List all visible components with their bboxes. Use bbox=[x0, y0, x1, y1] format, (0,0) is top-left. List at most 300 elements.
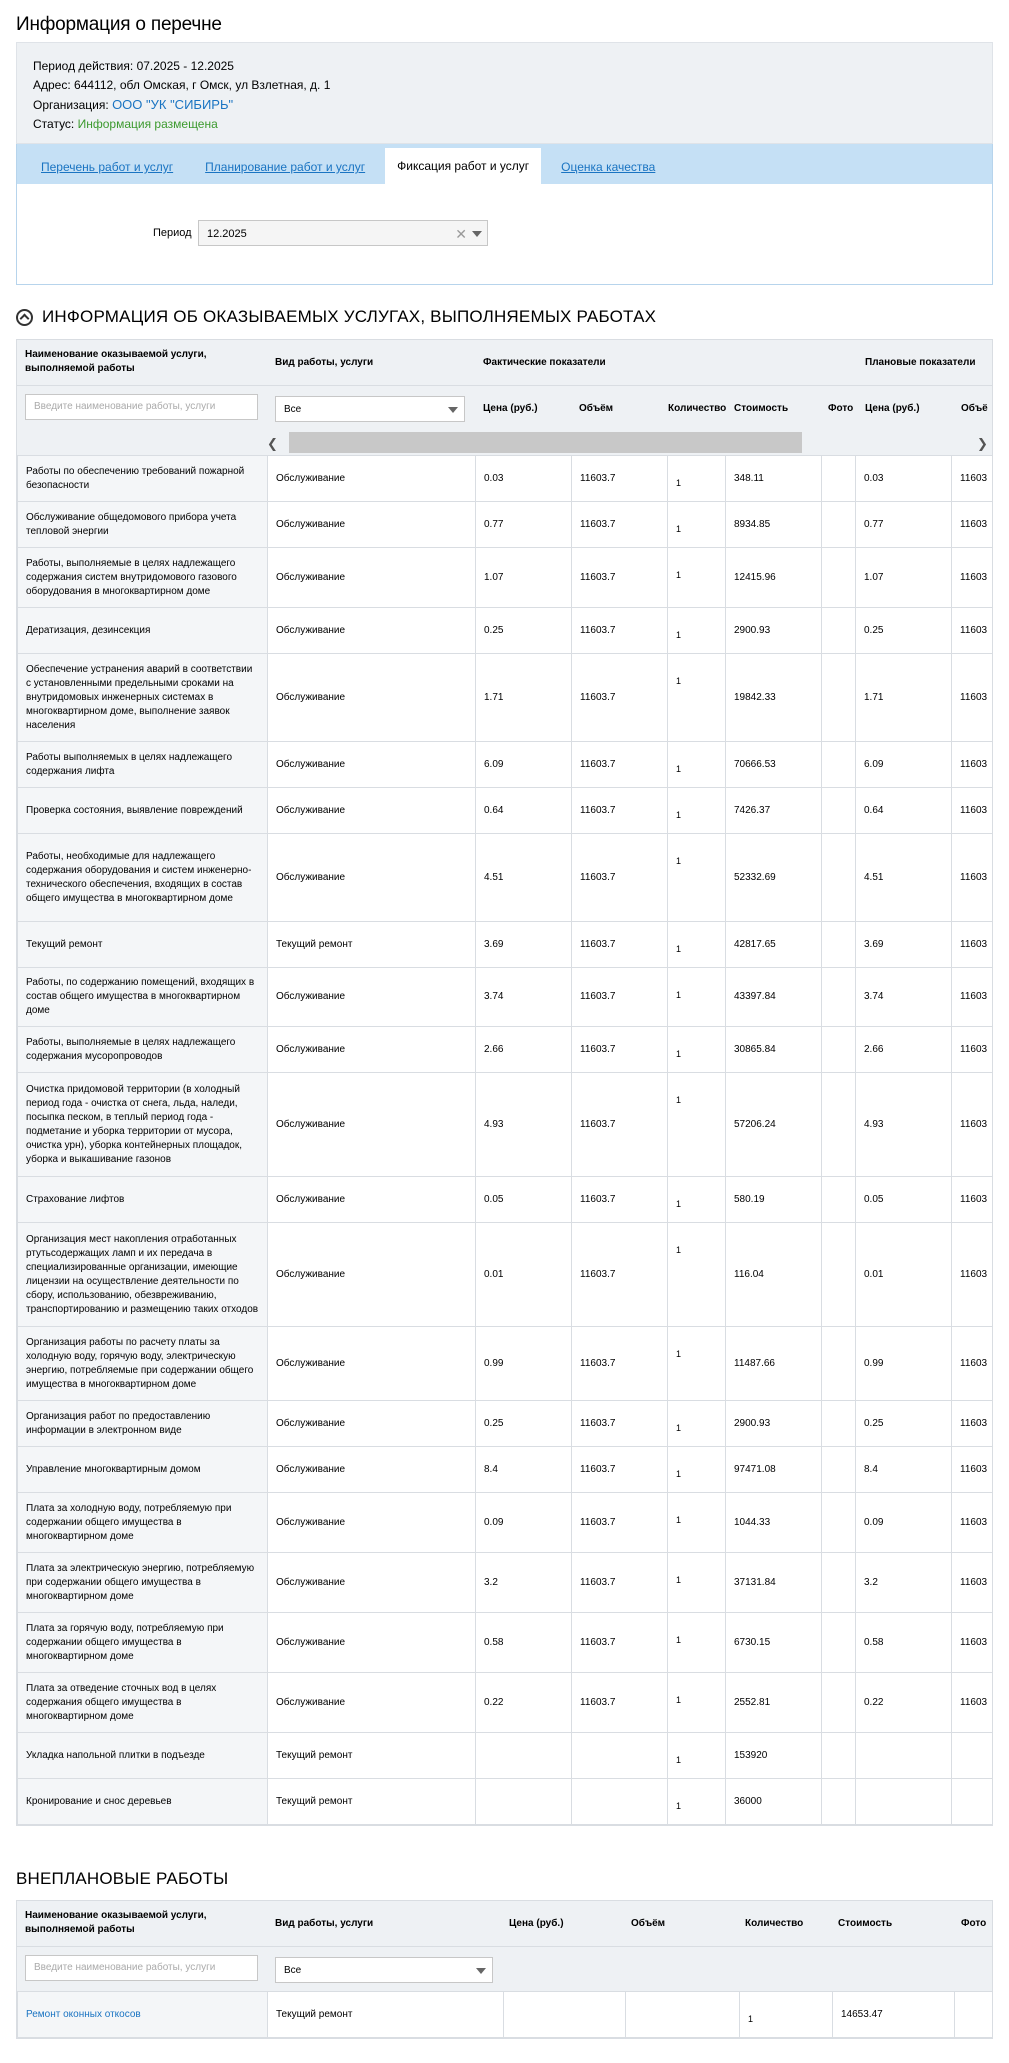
scroll-right-icon[interactable]: ❯ bbox=[977, 436, 988, 451]
table-row bbox=[18, 1073, 993, 1177]
chevron-down-icon bbox=[448, 407, 458, 413]
plan-price-cell: 0.64 bbox=[856, 788, 952, 834]
volume-cell: 11603.7 bbox=[572, 1401, 668, 1447]
unplanned-section-title: ВНЕПЛАНОВЫЕ РАБОТЫ bbox=[16, 1869, 229, 1888]
col-price-header: Цена (руб.) bbox=[509, 1918, 564, 1929]
work-type-cell: Обслуживание bbox=[268, 1673, 476, 1733]
service-name-cell: Кронирование и снос деревьев bbox=[18, 1779, 268, 1825]
quantity-cell: 1 bbox=[668, 1733, 726, 1779]
cost-cell: 2900.93 bbox=[726, 608, 822, 654]
collapse-icon[interactable] bbox=[16, 309, 33, 326]
section-title: ИНФОРМАЦИЯ ОБ ОКАЗЫВАЕМЫХ УСЛУГАХ, ВЫПОЛНЯЕМЫХ РАБОТАХ bbox=[42, 307, 657, 326]
unplanned-table-header bbox=[17, 1901, 992, 1947]
volume-cell: 11603.7 bbox=[572, 1493, 668, 1553]
org-label: Организация: bbox=[33, 98, 109, 112]
service-name-cell: Обеспечение устранения аварий в соответствии с установленными предельными сроками на внутридомовых инженерных системах в многоквартирном доме, выполнение заявок населения bbox=[18, 654, 268, 742]
quantity-cell: 1 bbox=[668, 1027, 726, 1073]
volume-cell: 11603.7 bbox=[572, 1027, 668, 1073]
plan-price-cell: 8.4 bbox=[856, 1447, 952, 1493]
service-name-cell: Работы выполняемых в целях надлежащего содержания лифта bbox=[18, 742, 268, 788]
volume-cell: 11603.7 bbox=[572, 1327, 668, 1401]
price-cell: 0.22 bbox=[476, 1673, 572, 1733]
period-select-value: 12.2025 bbox=[207, 228, 247, 240]
work-type-cell: Текущий ремонт bbox=[268, 1992, 504, 2038]
plan-volume-cell bbox=[952, 1779, 993, 1825]
status-value: Информация размещена bbox=[77, 117, 218, 131]
volume-cell bbox=[626, 1992, 740, 2038]
cost-cell: 70666.53 bbox=[726, 742, 822, 788]
cost-cell: 30865.84 bbox=[726, 1027, 822, 1073]
plan-price-cell: 0.58 bbox=[856, 1613, 952, 1673]
table-row bbox=[18, 1779, 993, 1825]
plan-volume-cell: 11603 bbox=[952, 968, 993, 1027]
price-cell bbox=[476, 1779, 572, 1825]
quantity-cell: 1 bbox=[668, 1779, 726, 1825]
cost-cell: 42817.65 bbox=[726, 922, 822, 968]
table-row bbox=[18, 1493, 993, 1553]
plan-volume-cell: 11603 bbox=[952, 1027, 993, 1073]
table-row bbox=[18, 1447, 993, 1493]
volume-cell: 11603.7 bbox=[572, 456, 668, 502]
page-title: Информация о перечне bbox=[16, 14, 222, 35]
table-row bbox=[18, 1327, 993, 1401]
quantity-cell: 1 bbox=[668, 1327, 726, 1401]
cost-cell: 11487.66 bbox=[726, 1327, 822, 1401]
table-row bbox=[18, 654, 993, 742]
plan-volume-cell: 11603 bbox=[952, 654, 993, 742]
photo-cell bbox=[822, 1673, 856, 1733]
tab-bar bbox=[16, 144, 993, 184]
col-type-header: Вид работы, услуги bbox=[275, 1918, 374, 1929]
service-name-cell: Плата за холодную воду, потребляемую при содержании общего имущества в многоквартирном доме bbox=[18, 1493, 268, 1553]
cost-cell: 2900.93 bbox=[726, 1401, 822, 1447]
plan-volume-cell: 11603 bbox=[952, 1327, 993, 1401]
photo-cell bbox=[822, 608, 856, 654]
photo-cell bbox=[822, 548, 856, 608]
volume-cell bbox=[572, 1733, 668, 1779]
volume-cell: 11603.7 bbox=[572, 502, 668, 548]
volume-cell: 11603.7 bbox=[572, 1613, 668, 1673]
cost-cell: 1044.33 bbox=[726, 1493, 822, 1553]
volume-cell: 11603.7 bbox=[572, 548, 668, 608]
plan-price-cell bbox=[856, 1779, 952, 1825]
section-header bbox=[16, 285, 993, 339]
work-type-cell: Обслуживание bbox=[268, 502, 476, 548]
work-type-cell: Текущий ремонт bbox=[268, 922, 476, 968]
search-input[interactable]: Введите наименование работы, услуги bbox=[25, 394, 258, 420]
work-type-cell: Обслуживание bbox=[268, 968, 476, 1027]
address-label: Адрес: bbox=[33, 78, 71, 92]
volume-cell: 11603.7 bbox=[572, 1073, 668, 1177]
service-name-cell: Работы, по содержанию помещений, входящих в состав общего имущества в многоквартирном доме bbox=[18, 968, 268, 1027]
quantity-cell: 1 bbox=[668, 1223, 726, 1327]
plan-volume-cell: 11603 bbox=[952, 548, 993, 608]
photo-cell bbox=[822, 1027, 856, 1073]
quantity-cell: 1 bbox=[668, 456, 726, 502]
plan-price-cell: 3.2 bbox=[856, 1553, 952, 1613]
plan-volume-cell: 11603 bbox=[952, 1613, 993, 1673]
volume-cell: 11603.7 bbox=[572, 1177, 668, 1223]
col-cost-header: Стоимость bbox=[838, 1918, 893, 1929]
org-line bbox=[33, 95, 976, 115]
col-cost-header: Стоимость bbox=[734, 403, 789, 414]
service-name-cell: Организация работы по расчету платы за холодную воду, горячую воду, электрическую энергию, потребляемые при содержании общего имущества в многоквартирном доме bbox=[18, 1327, 268, 1401]
price-cell: 1.07 bbox=[476, 548, 572, 608]
work-type-cell: Обслуживание bbox=[268, 1177, 476, 1223]
work-type-cell: Обслуживание bbox=[268, 548, 476, 608]
price-cell: 0.25 bbox=[476, 608, 572, 654]
info-panel bbox=[16, 42, 993, 144]
price-cell: 0.25 bbox=[476, 1401, 572, 1447]
org-link[interactable]: ООО "УК "СИБИРЬ" bbox=[112, 97, 234, 112]
quantity-cell: 1 bbox=[668, 968, 726, 1027]
price-cell: 1.71 bbox=[476, 654, 572, 742]
unplanned-table bbox=[16, 1900, 993, 2039]
plan-price-cell: 0.03 bbox=[856, 456, 952, 502]
photo-cell bbox=[822, 834, 856, 922]
plan-price-cell: 0.99 bbox=[856, 1327, 952, 1401]
plan-price-cell: 1.71 bbox=[856, 654, 952, 742]
plan-volume-cell: 11603 bbox=[952, 456, 993, 502]
photo-cell bbox=[822, 654, 856, 742]
quantity-cell: 1 bbox=[668, 788, 726, 834]
work-type-cell: Обслуживание bbox=[268, 654, 476, 742]
table-header bbox=[17, 340, 992, 386]
tab-fixation[interactable]: Фиксация работ и услуг bbox=[385, 148, 541, 184]
cost-cell: 52332.69 bbox=[726, 834, 822, 922]
work-type-cell: Обслуживание bbox=[268, 788, 476, 834]
work-type-cell: Обслуживание bbox=[268, 1613, 476, 1673]
price-cell: 0.99 bbox=[476, 1327, 572, 1401]
work-type-cell: Обслуживание bbox=[268, 834, 476, 922]
table-row bbox=[18, 1613, 993, 1673]
col-qty-header: Количество bbox=[668, 403, 727, 414]
period-label: Период действия: bbox=[33, 59, 134, 73]
photo-cell bbox=[822, 968, 856, 1027]
table-row bbox=[18, 742, 993, 788]
plan-volume-cell: 11603 bbox=[952, 502, 993, 548]
service-name-cell: Плата за горячую воду, потребляемую при содержании общего имущества в многоквартирном доме bbox=[18, 1613, 268, 1673]
cost-cell: 14653.47 bbox=[833, 1992, 955, 2038]
volume-cell: 11603.7 bbox=[572, 654, 668, 742]
table-row bbox=[18, 502, 993, 548]
table-row bbox=[18, 608, 993, 654]
price-cell: 0.09 bbox=[476, 1493, 572, 1553]
plan-volume-cell: 11603 bbox=[952, 1673, 993, 1733]
quantity-cell: 1 bbox=[668, 742, 726, 788]
plan-price-cell: 0.01 bbox=[856, 1223, 952, 1327]
work-type-cell: Обслуживание bbox=[268, 1493, 476, 1553]
work-type-cell: Обслуживание bbox=[268, 742, 476, 788]
service-name-cell: Организация работ по предоставлению информации в электронном виде bbox=[18, 1401, 268, 1447]
work-type-cell: Обслуживание bbox=[268, 1447, 476, 1493]
cost-cell: 348.11 bbox=[726, 456, 822, 502]
work-type-cell: Обслуживание bbox=[268, 1327, 476, 1401]
address-value: 644112, обл Омская, г Омск, ул Взлетная, д. 1 bbox=[74, 78, 331, 92]
table-row bbox=[18, 1223, 993, 1327]
cost-cell: 36000 bbox=[726, 1779, 822, 1825]
service-name-cell: Страхование лифтов bbox=[18, 1177, 268, 1223]
photo-cell bbox=[955, 1992, 994, 2038]
price-cell: 8.4 bbox=[476, 1447, 572, 1493]
clear-icon[interactable]: ✕ bbox=[455, 226, 467, 242]
plan-volume-cell: 11603 bbox=[952, 1553, 993, 1613]
work-type-cell: Обслуживание bbox=[268, 608, 476, 654]
plan-price-cell: 6.09 bbox=[856, 742, 952, 788]
cost-cell: 6730.15 bbox=[726, 1613, 822, 1673]
col-photo-header: Фото bbox=[961, 1918, 987, 1929]
volume-cell: 11603.7 bbox=[572, 1673, 668, 1733]
col-actual-header: Фактические показатели bbox=[483, 357, 606, 368]
tab-planning[interactable]: Планирование работ и услуг bbox=[205, 160, 366, 174]
photo-cell bbox=[822, 1733, 856, 1779]
plan-volume-cell: 11603 bbox=[952, 1223, 993, 1327]
price-cell: 0.64 bbox=[476, 788, 572, 834]
price-cell: 0.01 bbox=[476, 1223, 572, 1327]
service-name-cell: Работы по обеспечению требований пожарной безопасности bbox=[18, 456, 268, 502]
photo-cell bbox=[822, 456, 856, 502]
period-select[interactable] bbox=[198, 220, 488, 246]
price-cell: 4.93 bbox=[476, 1073, 572, 1177]
unplanned-table-body bbox=[17, 1991, 993, 2038]
status-line bbox=[33, 115, 976, 134]
work-type-cell: Обслуживание bbox=[268, 1027, 476, 1073]
cost-cell: 43397.84 bbox=[726, 968, 822, 1027]
service-name-link[interactable]: Ремонт оконных откосов bbox=[18, 1992, 268, 2038]
plan-volume-cell: 11603 bbox=[952, 922, 993, 968]
plan-price-cell: 0.25 bbox=[856, 608, 952, 654]
service-name-cell: Дератизация, дезинсекция bbox=[18, 608, 268, 654]
price-cell: 0.03 bbox=[476, 456, 572, 502]
col-plan-price-header: Цена (руб.) bbox=[865, 403, 920, 414]
plan-price-cell: 2.66 bbox=[856, 1027, 952, 1073]
price-cell: 6.09 bbox=[476, 742, 572, 788]
photo-cell bbox=[822, 1493, 856, 1553]
volume-cell: 11603.7 bbox=[572, 742, 668, 788]
volume-cell: 11603.7 bbox=[572, 1553, 668, 1613]
table-row bbox=[18, 1177, 993, 1223]
col-name-header: Наименование оказываемой услуги, выполняемой работы bbox=[25, 349, 207, 374]
cost-cell: 8934.85 bbox=[726, 502, 822, 548]
work-type-cell: Текущий ремонт bbox=[268, 1733, 476, 1779]
col-type-header: Вид работы, услуги bbox=[275, 357, 374, 368]
table-filter-row bbox=[17, 386, 992, 430]
col-qty-header: Количество bbox=[745, 1918, 804, 1929]
table-row bbox=[18, 548, 993, 608]
unplanned-filter-row bbox=[17, 1947, 992, 1991]
work-type-cell: Обслуживание bbox=[268, 456, 476, 502]
plan-price-cell: 0.05 bbox=[856, 1177, 952, 1223]
price-cell: 0.58 bbox=[476, 1613, 572, 1673]
service-name-cell: Плата за электрическую энергию, потребляемую при содержании общего имущества в многоквартирном доме bbox=[18, 1553, 268, 1613]
plan-volume-cell: 11603 bbox=[952, 1447, 993, 1493]
service-name-cell: Управление многоквартирным домом bbox=[18, 1447, 268, 1493]
photo-cell bbox=[822, 1553, 856, 1613]
service-name-cell: Проверка состояния, выявление повреждений bbox=[18, 788, 268, 834]
chevron-down-icon bbox=[476, 1968, 486, 1974]
volume-cell: 11603.7 bbox=[572, 1223, 668, 1327]
work-type-cell: Обслуживание bbox=[268, 1401, 476, 1447]
col-planned-header: Плановые показатели bbox=[865, 357, 976, 368]
quantity-cell: 1 bbox=[668, 608, 726, 654]
volume-cell: 11603.7 bbox=[572, 968, 668, 1027]
type-select[interactable] bbox=[275, 1957, 493, 1983]
search-input[interactable]: Введите наименование работы, услуги bbox=[25, 1955, 258, 1981]
table-row bbox=[18, 788, 993, 834]
price-cell: 0.05 bbox=[476, 1177, 572, 1223]
col-volume-header: Объём bbox=[579, 403, 614, 414]
col-price-header: Цена (руб.) bbox=[483, 403, 538, 414]
service-name-cell: Текущий ремонт bbox=[18, 922, 268, 968]
table-row bbox=[18, 1401, 993, 1447]
volume-cell: 11603.7 bbox=[572, 608, 668, 654]
photo-cell bbox=[822, 1447, 856, 1493]
volume-cell bbox=[572, 1779, 668, 1825]
quantity-cell: 1 bbox=[668, 922, 726, 968]
scroll-left-icon[interactable]: ❮ bbox=[267, 436, 278, 451]
cost-cell: 97471.08 bbox=[726, 1447, 822, 1493]
cost-cell: 580.19 bbox=[726, 1177, 822, 1223]
photo-cell bbox=[822, 1327, 856, 1401]
horizontal-scrollbar[interactable] bbox=[17, 430, 992, 455]
plan-price-cell: 1.07 bbox=[856, 548, 952, 608]
type-select-value: Все bbox=[284, 1965, 302, 1976]
col-photo-header: Фото bbox=[828, 403, 854, 414]
quantity-cell: 1 bbox=[668, 834, 726, 922]
plan-volume-cell: 11603 bbox=[952, 1177, 993, 1223]
plan-volume-cell: 11603 bbox=[952, 1493, 993, 1553]
price-cell: 3.2 bbox=[476, 1553, 572, 1613]
col-plan-volume-header: Объё bbox=[961, 403, 988, 414]
table-row bbox=[18, 456, 993, 502]
plan-price-cell: 0.25 bbox=[856, 1401, 952, 1447]
photo-cell bbox=[822, 1779, 856, 1825]
plan-price-cell: 4.51 bbox=[856, 834, 952, 922]
quantity-cell: 1 bbox=[668, 1177, 726, 1223]
table-row bbox=[18, 834, 993, 922]
quantity-cell: 1 bbox=[668, 1493, 726, 1553]
plan-volume-cell: 11603 bbox=[952, 834, 993, 922]
photo-cell bbox=[822, 502, 856, 548]
period-line bbox=[33, 57, 976, 76]
cost-cell: 37131.84 bbox=[726, 1553, 822, 1613]
service-name-cell: Работы, выполняемые в целях надлежащего содержания мусоропроводов bbox=[18, 1027, 268, 1073]
plan-price-cell: 0.22 bbox=[856, 1673, 952, 1733]
service-name-cell: Укладка напольной плитки в подъезде bbox=[18, 1733, 268, 1779]
photo-cell bbox=[822, 1223, 856, 1327]
quantity-cell: 1 bbox=[668, 1401, 726, 1447]
quantity-cell: 1 bbox=[668, 548, 726, 608]
plan-price-cell: 3.69 bbox=[856, 922, 952, 968]
quantity-cell: 1 bbox=[668, 1613, 726, 1673]
status-label: Статус: bbox=[33, 117, 75, 131]
table-row bbox=[18, 1733, 993, 1779]
photo-cell bbox=[822, 922, 856, 968]
service-name-cell: Очистка придомовой территории (в холодный период года - очистка от снега, льда, наледи, посыпка песком, в теплый период года - подметание и уборка территории от мусора, очистка урн), уборка контейнерных площадок, уборка и выкашивание газонов bbox=[18, 1073, 268, 1177]
quantity-cell: 1 bbox=[668, 1447, 726, 1493]
plan-volume-cell: 11603 bbox=[952, 1401, 993, 1447]
cost-cell: 7426.37 bbox=[726, 788, 822, 834]
services-table bbox=[16, 339, 993, 1826]
plan-volume-cell: 11603 bbox=[952, 1073, 993, 1177]
quantity-cell: 1 bbox=[668, 1673, 726, 1733]
volume-cell: 11603.7 bbox=[572, 834, 668, 922]
cost-cell: 153920 bbox=[726, 1733, 822, 1779]
filter-panel bbox=[16, 184, 993, 285]
cost-cell: 19842.33 bbox=[726, 654, 822, 742]
tab-quality[interactable]: Оценка качества bbox=[561, 160, 656, 174]
table-row bbox=[18, 1992, 994, 2038]
quantity-cell: 1 bbox=[668, 1553, 726, 1613]
photo-cell bbox=[822, 1401, 856, 1447]
plan-price-cell: 0.77 bbox=[856, 502, 952, 548]
table-row bbox=[18, 1027, 993, 1073]
price-cell: 2.66 bbox=[476, 1027, 572, 1073]
cost-cell: 12415.96 bbox=[726, 548, 822, 608]
cost-cell: 116.04 bbox=[726, 1223, 822, 1327]
type-select[interactable] bbox=[275, 396, 465, 422]
work-type-cell: Обслуживание bbox=[268, 1223, 476, 1327]
table-row bbox=[18, 1553, 993, 1613]
plan-volume-cell bbox=[952, 1733, 993, 1779]
cost-cell: 2552.81 bbox=[726, 1673, 822, 1733]
table-row bbox=[18, 968, 993, 1027]
plan-price-cell: 4.93 bbox=[856, 1073, 952, 1177]
scrollbar-thumb[interactable] bbox=[289, 432, 802, 453]
plan-volume-cell: 11603 bbox=[952, 608, 993, 654]
price-cell: 3.69 bbox=[476, 922, 572, 968]
price-cell bbox=[504, 1992, 626, 2038]
plan-price-cell bbox=[856, 1733, 952, 1779]
unplanned-section-header bbox=[16, 1826, 993, 1900]
photo-cell bbox=[822, 1613, 856, 1673]
photo-cell bbox=[822, 788, 856, 834]
service-name-cell: Организация мест накопления отработанных ртутьсодержащих ламп и их передача в специализированные организации, имеющие лицензии на осуществление деятельности по сбору, использованию, обезвреживанию, транспортированию и размещению таких отходов bbox=[18, 1223, 268, 1327]
work-type-cell: Обслуживание bbox=[268, 1553, 476, 1613]
service-name-cell: Обслуживание общедомового прибора учета тепловой энергии bbox=[18, 502, 268, 548]
volume-cell: 11603.7 bbox=[572, 788, 668, 834]
tab-work-list[interactable]: Перечень работ и услуг bbox=[41, 160, 174, 174]
price-cell: 0.77 bbox=[476, 502, 572, 548]
period-value: 07.2025 - 12.2025 bbox=[136, 59, 234, 73]
address-line bbox=[33, 76, 976, 95]
services-table-body bbox=[17, 455, 993, 1825]
col-name-header: Наименование оказываемой услуги, выполняемой работы bbox=[25, 1910, 207, 1935]
price-cell bbox=[476, 1733, 572, 1779]
photo-cell bbox=[822, 1177, 856, 1223]
plan-volume-cell: 11603 bbox=[952, 742, 993, 788]
quantity-cell: 1 bbox=[740, 1992, 833, 2038]
photo-cell bbox=[822, 1073, 856, 1177]
quantity-cell: 1 bbox=[668, 1073, 726, 1177]
quantity-cell: 1 bbox=[668, 654, 726, 742]
price-cell: 3.74 bbox=[476, 968, 572, 1027]
type-select-value: Все bbox=[284, 404, 302, 415]
plan-volume-cell: 11603 bbox=[952, 788, 993, 834]
cost-cell: 57206.24 bbox=[726, 1073, 822, 1177]
service-name-cell: Работы, выполняемые в целях надлежащего содержания систем внутридомового газового оборудования в многоквартирном доме bbox=[18, 548, 268, 608]
plan-price-cell: 3.74 bbox=[856, 968, 952, 1027]
work-type-cell: Обслуживание bbox=[268, 1073, 476, 1177]
chevron-down-icon[interactable] bbox=[472, 231, 482, 237]
quantity-cell: 1 bbox=[668, 502, 726, 548]
volume-cell: 11603.7 bbox=[572, 922, 668, 968]
work-type-cell: Текущий ремонт bbox=[268, 1779, 476, 1825]
plan-price-cell: 0.09 bbox=[856, 1493, 952, 1553]
table-row bbox=[18, 1673, 993, 1733]
service-name-cell: Работы, необходимые для надлежащего содержания оборудования и систем инженерно-технического обеспечения, входящих в состав общего имущества в многоквартирном доме bbox=[18, 834, 268, 922]
price-cell: 4.51 bbox=[476, 834, 572, 922]
